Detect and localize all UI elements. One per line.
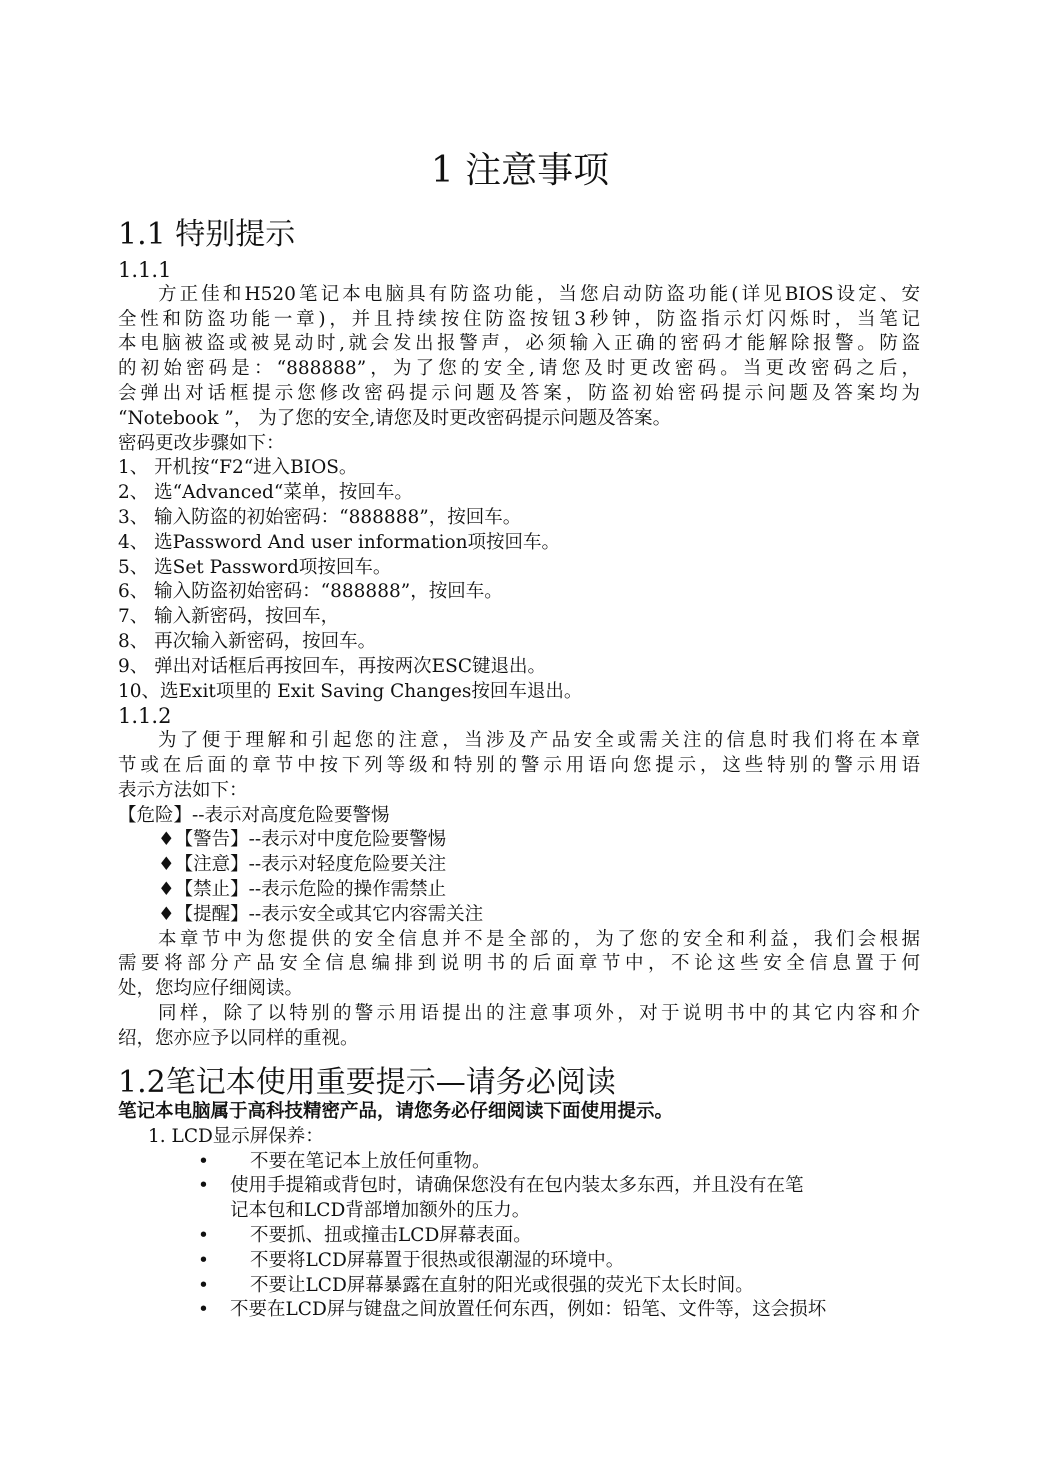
bullet-icon: • [198,1249,209,1271]
paragraph-line: “Notebook ”， 为了您的安全,请您及时更改密码提示问题及答案。 [118,407,672,429]
bullet-item [118,1298,920,1323]
bullet-text: 记本包和LCD背部增加额外的压力。 [230,1200,531,1222]
bullet-icon: • [198,1150,209,1172]
prohibited-level: ♦【禁止】--表示危险的操作需禁止 [158,878,447,900]
step-item: 4、 选Password And user information项按回车。 [118,531,561,553]
step-item: 1、 开机按“F2“进入BIOS。 [118,457,358,479]
step-item: 8、 再次输入新密码，按回车。 [118,630,377,652]
bullet-text: 不要在LCD屏与键盘之间放置任何东西，例如：铅笔、文件等，这会损坏 [230,1299,827,1321]
paragraph-line: 同样，除了以特别的警示用语提出的注意事项外，对于说明书中的其它内容和介 [158,1002,920,1024]
step-item: 10、选Exit项里的 Exit Saving Changes按回车退出。 [118,680,583,702]
warning-level: ♦【警告】--表示对中度危险要警惕 [158,829,447,851]
step-item: 7、 输入新密码，按回车， [118,606,340,628]
paragraph-line: 节或在后面的章节中按下列等级和特别的警示用语向您提示，这些特别的警示用语 [118,754,920,776]
bullet-icon: • [198,1274,209,1296]
subsection-heading-1-1-1: 1.1.1 [118,258,172,282]
bullet-item [118,1249,920,1274]
paragraph-line: 为了便于理解和引起您的注意，当涉及产品安全或需关注的信息时我们将在本章 [158,730,920,752]
step-item: 5、 选Set Password项按回车。 [118,556,392,578]
step-item: 9、 弹出对话框后再按回车，再按两次ESC键退出。 [118,655,546,677]
list-item-lcd: 1. LCD显示屏保养： [148,1125,324,1147]
paragraph-line: 全性和防盗功能一章)，并且持续按住防盗按钮3秒钟，防盗指示灯闪烁时，当笔记 [118,308,920,330]
lead-text: 笔记本电脑属于高科技精密产品，请您务必仔细阅读下面使用提示。 [118,1101,674,1122]
caution-level: ♦【注意】--表示对轻度危险要关注 [158,854,447,876]
bullet-icon: • [198,1224,209,1246]
step-item: 2、 选“Advanced“菜单，按回车。 [118,482,413,504]
bullet-item [118,1224,920,1249]
paragraph-line: 需要将部分产品安全信息编排到说明书的后面章节中，不论这些安全信息置于何 [118,953,920,975]
danger-level: 【危险】--表示对高度危险要警惕 [118,804,390,826]
steps-intro: 密码更改步骤如下： [118,432,285,454]
section-1-1-1 [118,258,920,1052]
bullet-item [118,1174,920,1199]
bullet-icon: • [198,1175,209,1197]
section-heading-1-1: 1.1 特别提示 [118,217,296,252]
bullet-text: 不要抓、扭或撞击LCD屏幕表面。 [250,1224,532,1246]
bullet-text: 不要将LCD屏幕置于很热或很潮湿的环境中。 [250,1249,625,1271]
step-item: 6、 输入防盗初始密码：“888888”，按回车。 [118,581,503,603]
bullet-item [118,1150,920,1175]
bullet-item [118,1274,920,1299]
paragraph-line: 方正佳和H520笔记本电脑具有防盗功能，当您启动防盗功能(详见BIOS设定、安 [158,283,920,305]
bullet-text: 不要在笔记本上放任何重物。 [250,1150,491,1172]
paragraph-line: 绍，您亦应予以同样的重视。 [118,1027,359,1049]
section-heading-1-2: 1.2笔记本使用重要提示—请务必阅读 [118,1065,616,1100]
bullet-text: 不要让LCD屏幕暴露在直射的阳光或很强的荧光下太长时间。 [250,1274,754,1296]
paragraph-line: 处，您均应仔细阅读。 [118,978,304,1000]
paragraph-line: 会弹出对话框提示您修改密码提示问题及答案，防盗初始密码提示问题及答案均为 [118,382,920,404]
bullet-text: 使用手提箱或背包时，请确保您没有在包内装太多东西，并且没有在笔 [230,1175,804,1197]
paragraph-line: 本章节中为您提供的安全信息并不是全部的，为了您的安全和利益，我们会根据 [158,928,920,950]
paragraph-line: 本电脑被盗或被晃动时,就会发出报警声，必须输入正确的密码才能解除报警。防盗 [118,333,920,355]
section-1-2 [118,1100,920,1323]
step-item: 3、 输入防盗的初始密码：“888888”，按回车。 [118,506,522,528]
subsection-heading-1-1-2: 1.1.2 [118,704,172,729]
paragraph-line: 的初始密码是：“888888”，为了您的安全,请您及时更改密码。当更改密码之后， [118,358,920,380]
reminder-level: ♦【提醒】--表示安全或其它内容需关注 [158,903,484,925]
paragraph-line: 表示方法如下： [118,779,248,801]
bullet-item-continued [118,1199,920,1224]
bullet-icon: • [198,1299,209,1321]
chapter-title: 1 注意事项 [430,150,610,191]
